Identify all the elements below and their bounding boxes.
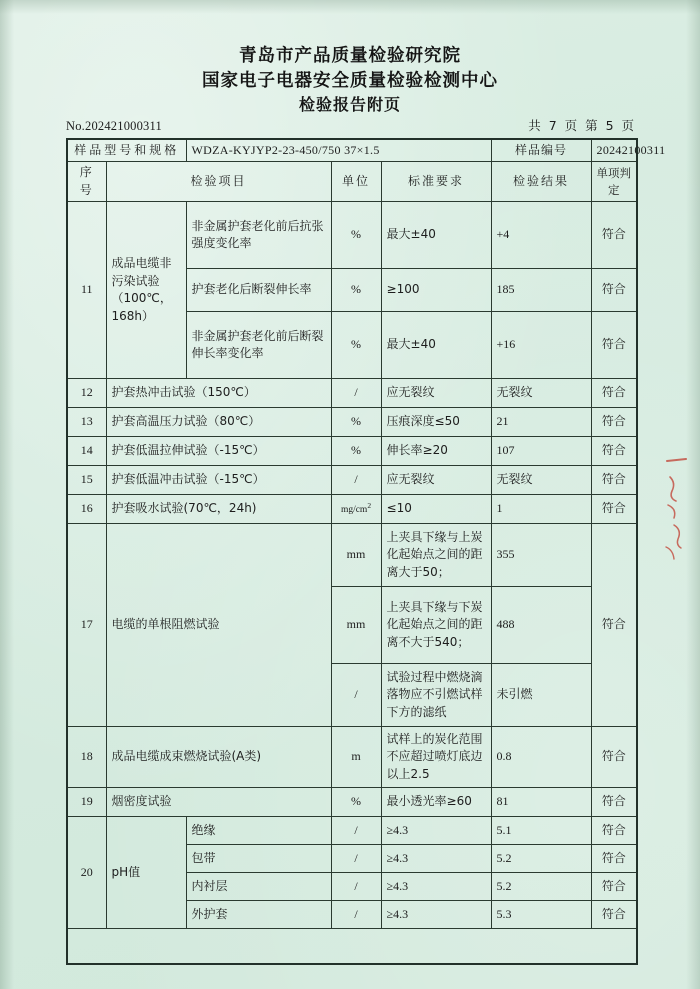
row-requirement: 上夹具下缘与下炭化起始点之间的距离不大于540；	[381, 587, 491, 664]
row-item: 护套高温压力试验（80℃）	[106, 408, 331, 437]
row-result: 355	[491, 524, 591, 587]
row-requirement: ≥4.3	[381, 873, 491, 901]
row-index: 18	[67, 727, 106, 788]
column-header-index: 序号	[67, 162, 106, 202]
row-requirement: 最大±40	[381, 202, 491, 269]
row-requirement: ≥4.3	[381, 817, 491, 845]
row-item: 护套老化后断裂伸长率	[186, 269, 331, 312]
report-number: No.202421000311	[66, 119, 162, 133]
row-result: 1	[491, 495, 591, 524]
row-unit: /	[331, 845, 381, 873]
row-verdict: 符合	[591, 466, 637, 495]
page-right-shadow	[686, 0, 700, 989]
row-item: 内衬层	[186, 873, 331, 901]
row-unit: %	[331, 788, 381, 817]
subheader-row	[66, 114, 636, 134]
organization-name-line2: 国家电子电器安全质量检验检测中心	[202, 70, 498, 91]
row-requirement: 应无裂纹	[381, 466, 491, 495]
row-item: 包带	[186, 845, 331, 873]
row-verdict: 符合	[591, 202, 637, 269]
inspection-results-table	[66, 138, 666, 965]
row-index: 19	[67, 788, 106, 817]
sample-spec-value: WDZA-KYJYP2-23-450/750 37×1.5	[186, 139, 491, 162]
page-top-shadow	[0, 0, 700, 14]
row-unit: $mg/cm^2$	[331, 495, 381, 524]
row-requirement: 压痕深度≤50	[381, 408, 491, 437]
sample-spec-row	[67, 139, 637, 162]
row-requirement: 上夹具下缘与上炭化起始点之间的距离大于50；	[381, 524, 491, 587]
group-label-line: 168h）	[111, 308, 155, 323]
row-requirement: 试验过程中燃烧滴落物应不引燃试样下方的滤纸	[381, 664, 491, 727]
row-requirement: ≤10	[381, 495, 491, 524]
group-label-line: （100℃，	[111, 291, 172, 306]
row-item: 护套低温冲击试验（-15℃）	[106, 466, 331, 495]
row-requirement: 最小透光率≥60	[381, 788, 491, 817]
sample-spec-label: 样品型号和规格	[67, 139, 186, 162]
row-requirement: 伸长率≥20	[381, 437, 491, 466]
row-verdict: 符合	[591, 408, 637, 437]
table-row	[67, 202, 637, 269]
table-row	[67, 466, 637, 495]
row-index: 11	[67, 202, 106, 379]
row-result: +16	[491, 312, 591, 379]
table-row	[67, 817, 637, 845]
row-result: 185	[491, 269, 591, 312]
row-result: 107	[491, 437, 591, 466]
row-verdict: 符合	[591, 524, 637, 727]
row-verdict: 符合	[591, 312, 637, 379]
row-unit: %	[331, 269, 381, 312]
row-index: 17	[67, 524, 106, 727]
row-verdict: 符合	[591, 817, 637, 845]
column-header-result: 检验结果	[491, 162, 591, 202]
row-result: 无裂纹	[491, 466, 591, 495]
row-item: 护套热冲击试验（150℃）	[106, 379, 331, 408]
row-verdict: 符合	[591, 788, 637, 817]
row-verdict: 符合	[591, 901, 637, 929]
row-verdict: 符合	[591, 269, 637, 312]
row-index: 16	[67, 495, 106, 524]
table-row	[67, 437, 637, 466]
page-title: 检验报告附页	[298, 94, 401, 114]
row-unit: m	[331, 727, 381, 788]
row-verdict: 符合	[591, 873, 637, 901]
row-result: 未引燃	[491, 664, 591, 727]
sample-sn-label: 样品编号	[491, 139, 591, 162]
row-unit: %	[331, 312, 381, 379]
row-item: 护套吸水试验(70℃，24h)	[106, 495, 331, 524]
unit-exponent: 2	[367, 500, 372, 510]
table-row	[67, 788, 637, 817]
row-unit: /	[331, 466, 381, 495]
row-requirement: 最大±40	[381, 312, 491, 379]
row-unit: %	[331, 202, 381, 269]
page-left-shadow	[0, 0, 14, 989]
row-unit: mm	[331, 524, 381, 587]
row-requirement: ≥100	[381, 269, 491, 312]
row-result: 0.8	[491, 727, 591, 788]
table-blank-row	[67, 929, 637, 965]
row-item: 护套低温拉伸试验（-15℃）	[106, 437, 331, 466]
row-result: 5.2	[491, 845, 591, 873]
column-header-unit: 单位	[331, 162, 381, 202]
row-item: 烟密度试验	[106, 788, 331, 817]
row-unit: /	[331, 873, 381, 901]
column-header-verdict: 单项判定	[591, 162, 637, 202]
row-item: 非金属护套老化前后断裂伸长率变化率	[186, 312, 331, 379]
row-requirement: 应无裂纹	[381, 379, 491, 408]
row-result: 无裂纹	[491, 379, 591, 408]
row-unit: /	[331, 901, 381, 929]
group-label-line: 污染试验	[111, 273, 160, 288]
organization-name-line1: 青岛市产品质量检验研究院	[239, 46, 461, 66]
blank-cell	[67, 929, 637, 965]
column-header-requirement: 标准要求	[381, 162, 491, 202]
sample-sn-value: 20242100311	[591, 139, 637, 162]
row-group-label	[106, 202, 186, 379]
table-row	[67, 408, 637, 437]
table-header-row	[67, 162, 637, 202]
table-row	[67, 379, 637, 408]
results-table-container	[66, 138, 666, 965]
row-index: 14	[67, 437, 106, 466]
page-indicator: 共 7 页 第 5 页	[528, 118, 636, 133]
table-row	[67, 495, 637, 524]
row-index: 12	[67, 379, 106, 408]
row-result: 5.2	[491, 873, 591, 901]
row-result: 81	[491, 788, 591, 817]
row-verdict: 符合	[591, 379, 637, 408]
row-result: 488	[491, 587, 591, 664]
row-requirement: 试样上的炭化范围不应超过喷灯底边以上2.5	[381, 727, 491, 788]
row-item: 外护套	[186, 901, 331, 929]
row-group-label: pH值	[106, 817, 186, 929]
row-item: 电缆的单根阻燃试验	[106, 524, 331, 727]
column-header-item: 检验项目	[106, 162, 331, 202]
row-requirement: ≥4.3	[381, 845, 491, 873]
row-unit: /	[331, 817, 381, 845]
row-unit: /	[331, 379, 381, 408]
row-item: 绝缘	[186, 817, 331, 845]
row-verdict: 符合	[591, 727, 637, 788]
row-result: 5.3	[491, 901, 591, 929]
row-item: 非金属护套老化前后抗张强度变化率	[186, 202, 331, 269]
row-verdict: 符合	[591, 845, 637, 873]
row-unit: %	[331, 408, 381, 437]
row-unit: mm	[331, 587, 381, 664]
document-header	[0, 44, 700, 116]
row-requirement: ≥4.3	[381, 901, 491, 929]
row-item: 成品电缆成束燃烧试验(A类)	[106, 727, 331, 788]
row-index: 15	[67, 466, 106, 495]
row-result: 21	[491, 408, 591, 437]
row-unit: %	[331, 437, 381, 466]
row-verdict: 符合	[591, 437, 637, 466]
row-unit: /	[331, 664, 381, 727]
handwritten-margin-marks	[664, 455, 692, 565]
row-index: 20	[67, 817, 106, 929]
table-row	[67, 524, 637, 587]
row-index: 13	[67, 408, 106, 437]
table-row	[67, 727, 637, 788]
row-result: +4	[491, 202, 591, 269]
row-result: 5.1	[491, 817, 591, 845]
group-label-line: 成品电缆非	[111, 256, 172, 271]
row-verdict: 符合	[591, 495, 637, 524]
